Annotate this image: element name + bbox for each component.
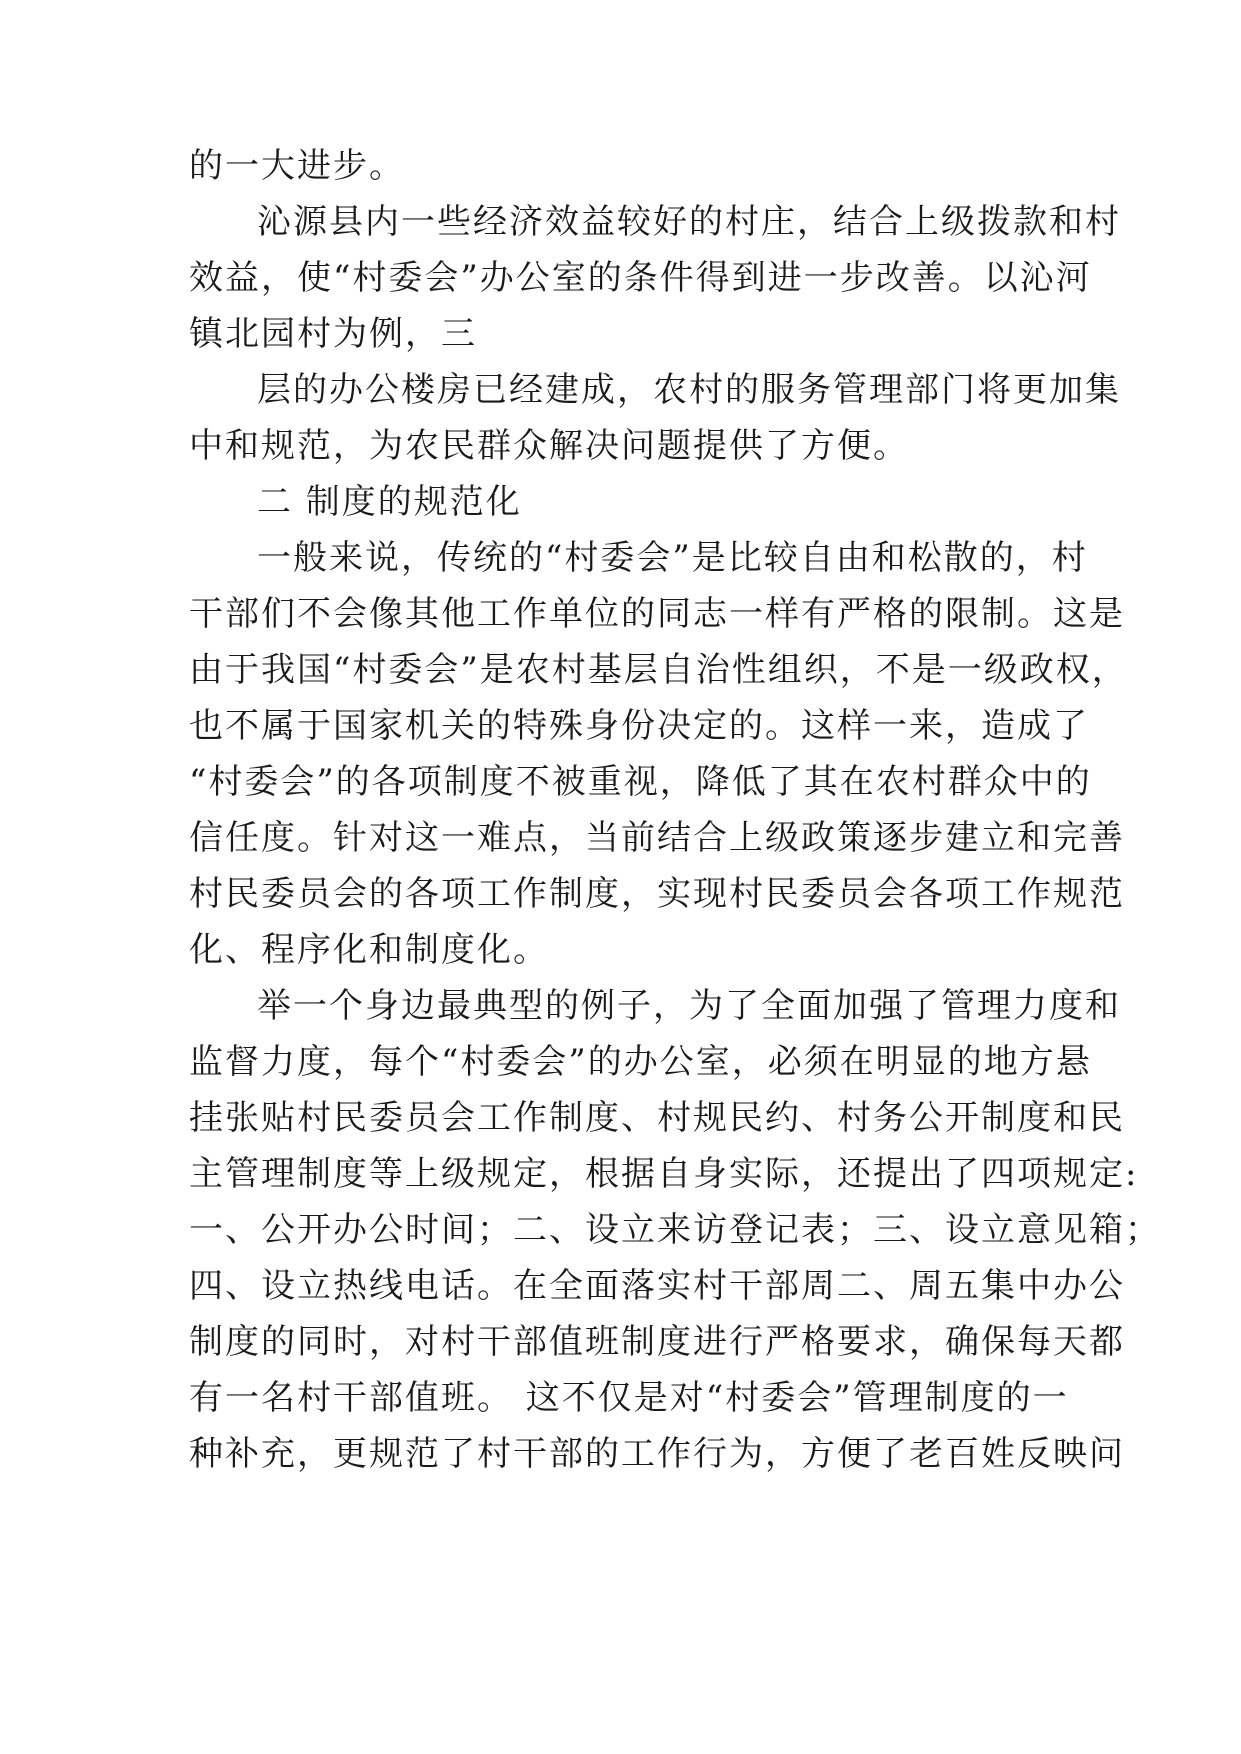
text-line: 干部们不会像其他工作单位的同志一样有严格的限制。这是 xyxy=(189,594,1125,634)
text-line: 挂张贴村民委员会工作制度、村规民约、村务公开制度和民 xyxy=(189,1098,1125,1138)
text-line: 沁源县内一些经济效益较好的村庄，结合上级拨款和村 xyxy=(257,202,1121,242)
text-line: 中和规范，为农民群众解决问题提供了方便。 xyxy=(189,426,909,466)
text-line: 一、公开办公时间；二、设立来访登记表；三、设立意见箱； xyxy=(189,1210,1161,1250)
text-line: 村民委员会的各项工作制度，实现村民委员会各项工作规范 xyxy=(189,874,1125,914)
section-heading: 二 制度的规范化 xyxy=(257,482,522,522)
text-line: 种补充，更规范了村干部的工作行为，方便了老百姓反映问 xyxy=(189,1434,1125,1474)
text-line: 化、程序化和制度化。 xyxy=(189,930,549,970)
text-line: 也不属于国家机关的特殊身份决定的。这样一来，造成了 xyxy=(189,706,1089,746)
text-line: 四、设立热线电话。在全面落实村干部周二、周五集中办公 xyxy=(189,1266,1125,1306)
text-line: “村委会”的各项制度不被重视，降低了其在农村群众中的 xyxy=(189,762,1092,802)
text-line: 由于我国“村委会”是农村基层自治性组织，不是一级政权， xyxy=(189,650,1128,690)
text-line: 制度的同时，对村干部值班制度进行严格要求，确保每天都 xyxy=(189,1322,1125,1362)
text-line: 一般来说，传统的“村委会”是比较自由和松散的，村 xyxy=(257,538,1088,578)
text-line: 主管理制度等上级规定，根据自身实际，还提出了四项规定: xyxy=(189,1154,1139,1194)
text-line: 有一名村干部值班。 这不仅是对“村委会”管理制度的一 xyxy=(189,1378,1069,1418)
text-line: 的一大进步。 xyxy=(189,146,405,186)
text-line: 信任度。针对这一难点，当前结合上级政策逐步建立和完善 xyxy=(189,818,1125,858)
text-line: 层的办公楼房已经建成，农村的服务管理部门将更加集 xyxy=(257,370,1121,410)
text-line: 效益，使“村委会”办公室的条件得到进一步改善。以沁河 xyxy=(189,258,1092,298)
text-line: 监督力度，每个“村委会”的办公室，必须在明显的地方悬 xyxy=(189,1042,1092,1082)
text-line: 镇北园村为例，三 xyxy=(189,314,477,354)
text-line: 举一个身边最典型的例子，为了全面加强了管理力度和 xyxy=(257,986,1121,1026)
